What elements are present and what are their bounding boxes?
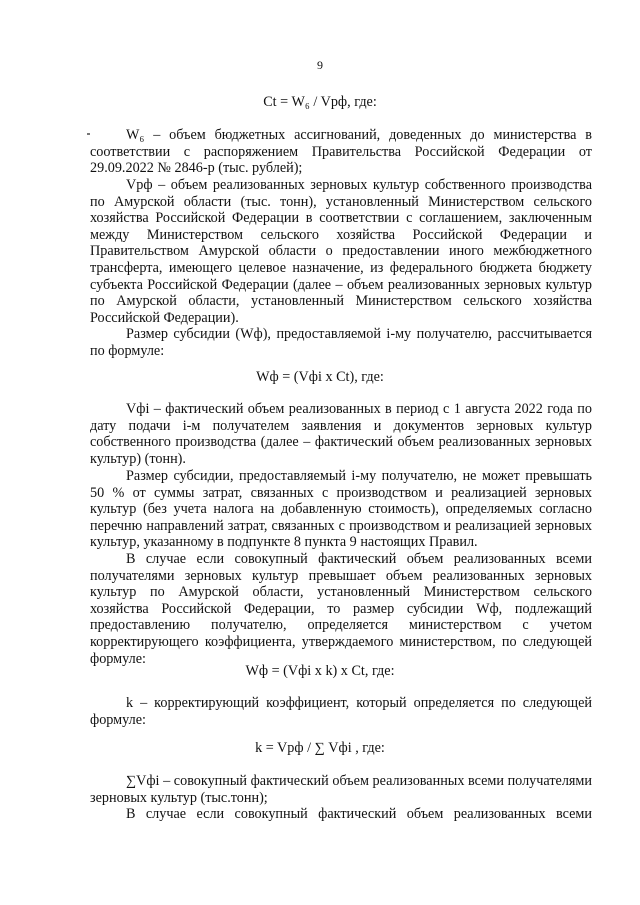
formula-w-adjusted: Wф = (Vфi x k) x Ct, где: [245,663,395,679]
paragraph-w6-definition: W₆ – объем бюджетных ассигнований, доведенных до министерства в соответствии с распоряжением Правительства Российской Федерации от 29.09.2022 № 2846-р (тыс. рублей); [90,127,592,177]
paragraph-vfi-definition: Vфi – фактический объем реализованных в период с 1 августа 2022 года по дату подачи i-м получателем заявления и документов зерновых культур собственного производства (далее – фактический объем реализованных зерновых культур) (тонн). [90,401,592,467]
paragraph-k-definition: k – корректирующий коэффициент, который определяется по следующей формуле: [90,695,592,728]
paragraph-subsidy-limit: Размер субсидии, предоставляемый i-му получателю, не может превышать 50 % от суммы затрат, связанных с производством и реализацией зерновых культур (без учета налога на добавленную стоимость), определяемых согласно перечню направлений затрат, связанных с производством и реализацией зерновых культур, указанному в подпункте 8 пункта 9 настоящих Правил. [90,468,592,551]
paragraph-subsidy-size-intro: Размер субсидии (Wф), предоставляемой i-му получателю, рассчитывается по формуле: [90,326,592,359]
paragraph-sum-vfi-definition: ∑Vфi – совокупный фактический объем реализованных всеми получателями зерновых культур (тыс.тонн); [90,773,592,806]
formula-ct: Ct = W₆ / Vрф, где: [263,94,377,110]
paragraph-continuation: В случае если совокупный фактический объем реализованных всеми [126,806,592,822]
paragraph-excess-case: В случае если совокупный фактический объем реализованных всеми получателями зерновых культур превышает объем реализованных зерновых культур по Амурской области, установленный Министерством сельского хозяйства Российской Федерации, то размер субсидии Wф, подлежащий предоставлению получателю, определяется министерством с учетом корректирующего коэффициента, утверждаемого министерством, по следующей формуле: [90,551,592,667]
paragraph-vrf-definition: Vрф – объем реализованных зерновых культур собственного производства по Амурской области (тыс. тонн), установленный Министерством сельского хозяйства Российской Федерации в соответствии с соглашением, заключенным между Министерством сельского хозяйства Российской Федерации и Правительством Амурской области о предоставлении иного межбюджетного трансферта, имеющего целевое назначение, из федерального бюджета бюджету субъекта Российской Федерации (далее – объем реализованных зерновых культур по Амурской области, установленный Министерством сельского хозяйства Российской Федерации). [90,177,592,326]
formula-k: k = Vрф / ∑ Vфi , где: [255,740,385,756]
page-number: 9 [317,58,323,72]
formula-w: Wф = (Vфi x Ct), где: [256,369,384,385]
